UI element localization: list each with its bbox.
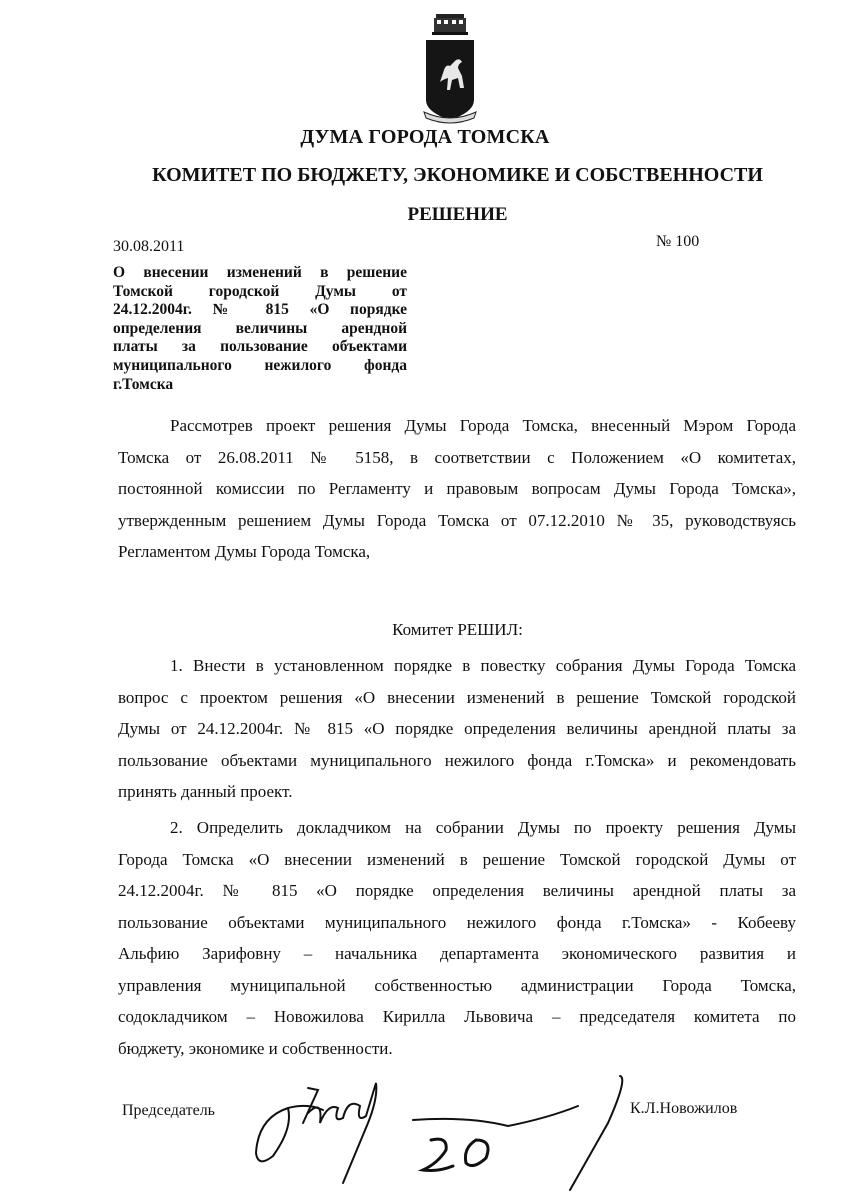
decision-number: № 100 [656, 233, 700, 250]
text-line: бюджету, экономике и собственности. [118, 1038, 393, 1058]
subject-line: муниципального нежилого фонда [113, 356, 407, 374]
text-line: Томска от 26.08.2011 № 5158, в соответствии с Положением «О комитетах, [118, 447, 796, 467]
text-line: Рассмотрев проект решения Думы Города Томска, внесенный Мэром Города [170, 416, 796, 435]
text-line: вопрос с проектом решения «О внесении изменений в решение Томской городской [118, 687, 796, 707]
subject-line: платы за пользование объектами [113, 338, 407, 356]
text-line: 2. Определить докладчиком на собрании Думы по проекту решения Думы [170, 818, 796, 837]
text-line: 1. Внести в установленном порядке в повестку собрания Думы Города Томска [170, 656, 796, 675]
decision-subject [113, 264, 407, 394]
text-line: содокладчиком – Новожилова Кирилла Львовича – председателя комитета по [118, 1007, 796, 1026]
decision-item-1 [118, 650, 796, 808]
document-type: РЕШЕНИЕ [407, 204, 508, 225]
decision-date: 30.08.2011 [113, 238, 185, 255]
subject-line: О внесении изменений в решение [113, 264, 407, 281]
subject-line: г.Томска [113, 375, 174, 393]
text-line: 24.12.2004г. № 815 «О порядке определения величины арендной платы за [118, 881, 796, 900]
text-line: Думы от 24.12.2004г. № 815 «О порядке определения величины арендной платы за [118, 719, 796, 738]
organization-title: ДУМА ГОРОДА ТОМСКА [300, 126, 550, 148]
handwritten-signature [248, 1068, 648, 1193]
decision-heading: Комитет РЕШИЛ: [392, 620, 523, 639]
text-line: постоянной комиссии по Регламенту и правовым вопросам Думы Города Томска», [118, 479, 796, 498]
text-line: пользование объектами муниципального нежилого фонда г.Томска» и рекомендовать [118, 750, 796, 770]
text-line: Альфию Зарифовну – начальника департамента экономического развития и [118, 944, 796, 963]
text-line: управления муниципальной собственностью администрации Города Томска, [118, 975, 796, 995]
text-line: принять данный проект. [118, 782, 293, 801]
tomsk-coat-of-arms-icon [420, 8, 480, 124]
signatory-name: К.Л.Новожилов [630, 1100, 738, 1117]
subject-line: Томской городской Думы от [113, 282, 407, 300]
preamble-paragraph [118, 410, 796, 568]
text-line: утвержденным решением Думы Города Томска от 07.12.2010 № 35, руководствуясь [118, 510, 796, 530]
decision-item-2 [118, 812, 796, 1064]
committee-title: КОМИТЕТ ПО БЮДЖЕТУ, ЭКОНОМИКЕ И СОБСТВЕННОСТИ [152, 164, 763, 186]
text-line: Регламентом Думы Города Томска, [118, 542, 371, 561]
subject-line: определения величины арендной [113, 319, 407, 337]
text-line: Города Томска «О внесении изменений в решение Томской городской Думы от [118, 849, 796, 869]
text-line: пользование объектами муниципального нежилого фонда г.Томска» - Кобееву [118, 912, 796, 932]
subject-line: 24.12.2004г. № 815 «О порядке [113, 301, 407, 319]
signatory-role: Председатель [122, 1102, 215, 1119]
